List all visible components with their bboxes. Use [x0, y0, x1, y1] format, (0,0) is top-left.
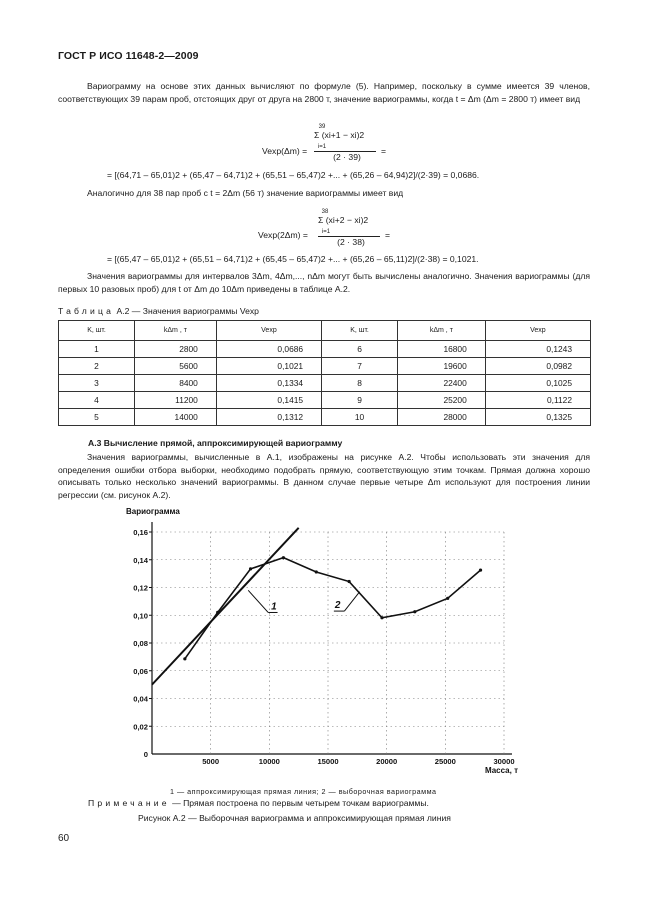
- formula-2-result: = [(65,47 – 65,01)2 + (65,51 – 64,71)2 + (65,45 – 65,47)2 +... + (65,26 – 65,11)2]/(2·38) = 0,1021.: [107, 254, 479, 264]
- x-tick-label: 5000: [202, 757, 220, 766]
- y-tick-label: 0,16: [133, 528, 148, 537]
- col-header-mass-2: kΔm , т: [398, 321, 486, 341]
- y-tick-label: 0,06: [133, 666, 148, 676]
- variogram-point: [348, 580, 351, 583]
- figure-caption: Рисунок А.2 — Выборочная вариограмма и аппроксимирующая прямая линия: [138, 813, 451, 823]
- col-header-vexp-2: Vexp: [485, 321, 590, 341]
- table-cell: 0,1025: [485, 375, 590, 392]
- table-cell: 5600: [135, 358, 217, 375]
- table-row: [59, 392, 591, 409]
- formula-1-result: = [(64,71 – 65,01)2 + (65,47 – 64,71)2 + (65,51 – 65,47)2 +... + (65,26 – 64,94)2]/(2·39) = 0,0686.: [107, 170, 480, 180]
- table-cell: 9: [322, 392, 398, 409]
- y-tick-label: 0,08: [133, 639, 148, 648]
- formula-1-numerator: Σ (xi+1 − xi)2: [314, 130, 365, 140]
- series-label-2: 2: [334, 600, 341, 612]
- y-axis-label: Вариограмма: [126, 507, 180, 516]
- table-row: [59, 409, 591, 426]
- table-cell: 0,1312: [216, 409, 321, 426]
- col-header-k: K, шт.: [59, 321, 135, 341]
- x-tick-label: 25000: [434, 757, 456, 766]
- col-header-k-2: K, шт.: [322, 321, 398, 341]
- col-header-vexp: Vexp: [216, 321, 321, 341]
- formula-1-lower-limit: i=1: [317, 144, 327, 150]
- formula-2-lower-limit: i=1: [321, 229, 331, 235]
- y-tick-label: 0,02: [133, 722, 148, 732]
- table-cell: 28000: [398, 409, 486, 426]
- table-cell: 8400: [135, 375, 217, 392]
- table-cell: 25200: [398, 392, 486, 409]
- table-cell: 7: [322, 358, 398, 375]
- note-prefix: Примечание: [88, 798, 170, 808]
- table-cell: 11200: [135, 392, 217, 409]
- variogram-point: [479, 569, 482, 572]
- table-header-row: [59, 321, 591, 341]
- figure-legend: 1 — аппроксимирующая прямая линия; 2 — выборочная вариограмма: [170, 787, 437, 796]
- y-tick-label: 0: [143, 750, 148, 759]
- table-cell: 5: [59, 409, 135, 426]
- label-1-leader: [248, 590, 268, 612]
- section-heading: А.3 Вычисление прямой, аппроксимирующей вариограмму: [88, 438, 343, 448]
- variogram-point: [183, 657, 186, 660]
- table-caption: [58, 306, 259, 316]
- formula-2-numerator: Σ (xi+2 − xi)2: [318, 215, 369, 225]
- note-text: — Прямая построена по первым четырем точкам вариограммы.: [172, 798, 429, 808]
- table-cell: 0,1415: [216, 392, 321, 409]
- formula-2-upper-limit: 38: [321, 209, 329, 215]
- variogram-point: [380, 616, 383, 619]
- table-cell: 0,1243: [485, 341, 590, 358]
- table-cell: 0,1334: [216, 375, 321, 392]
- table-caption-text: А.2 — Значения вариограммы Vexp: [116, 306, 259, 316]
- table-cell: 14000: [135, 409, 217, 426]
- paragraph-4: Значения вариограммы, вычисленные в А.1, изображены на рисунке А.2. Чтобы использовать эти значения для определения ошибки отбора выборки, необходимо подобрать прямую, соответствующую этим точкам. Прямая должна хорошо описывать только несколько значений вариограммы. В данном случае первые четыре Δm используют для построения линии регрессии (см. рисунок А.2).: [58, 452, 590, 500]
- label-2-leader: [344, 592, 359, 611]
- table-cell: 3: [59, 375, 135, 392]
- variogram-point: [315, 570, 318, 573]
- formula-1-denominator: (2 · 39): [333, 152, 361, 162]
- formula-1-equals: =: [381, 146, 387, 156]
- paragraph-1: Вариограмму на основе этих данных вычисляют по формуле (5). Например, поскольку в сумме имеется 39 членов, соответствующих 39 парам проб, отстоящих друг от друга на 2800 т, значение вариограммы, когда t = Δm (Δm = 2800 т) имеет вид: [58, 81, 590, 104]
- sample-variogram-line: [185, 558, 481, 659]
- y-tick-label: 0,10: [133, 611, 148, 621]
- variogram-point: [249, 567, 252, 570]
- formula-2-lhs: Vexp(2Δm) =: [258, 230, 308, 240]
- formula-1-lhs: Vexp(Δm) =: [262, 146, 308, 156]
- paragraph-2: Аналогично для 38 пар проб с t = 2Δm (56 т) значение вариограммы имеет вид: [87, 188, 404, 198]
- figure-note: [88, 798, 429, 808]
- x-axis-label: Масса, т: [484, 766, 518, 775]
- x-tick-label: 10000: [258, 757, 280, 766]
- x-tick-label: 30000: [493, 757, 515, 766]
- paragraph-3: Значения вариограммы для интервалов 3Δm, 4Δm,..., nΔm могут быть вычислены аналогично. Значения вариограммы (для первых 10 разовых проб) для t от Δm до 10Δm приведены в таблице А.2.: [58, 271, 590, 294]
- x-tick-label: 20000: [376, 757, 398, 766]
- x-tick-label: 15000: [317, 757, 339, 766]
- table-cell: 0,0982: [485, 358, 590, 375]
- table-cell: 2800: [135, 341, 217, 358]
- table-row: [59, 341, 591, 358]
- table-row: [59, 375, 591, 392]
- table-cell: 6: [322, 341, 398, 358]
- page-header: ГОСТ Р ИСО 11648-2—2009: [58, 50, 199, 62]
- table-cell: 22400: [398, 375, 486, 392]
- variogram-point: [446, 597, 449, 600]
- table-cell: 16800: [398, 341, 486, 358]
- table-cell: 0,0686: [216, 341, 321, 358]
- formula-2-denominator: (2 · 38): [337, 237, 365, 247]
- table-cell: 0,1325: [485, 409, 590, 426]
- variogram-table: [58, 320, 591, 426]
- y-tick-label: 0,04: [133, 694, 148, 704]
- table-cell: 10: [322, 409, 398, 426]
- chart-svg: [118, 500, 528, 790]
- variogram-chart: [118, 500, 528, 790]
- table-cell: 0,1122: [485, 392, 590, 409]
- table-caption-prefix: Таблица: [58, 306, 115, 316]
- table-cell: 4: [59, 392, 135, 409]
- formula-2-equals: =: [385, 230, 391, 240]
- page-number: 60: [58, 833, 70, 844]
- table-cell: 19600: [398, 358, 486, 375]
- table-cell: 0,1021: [216, 358, 321, 375]
- series-label-1: 1: [271, 601, 277, 613]
- table-cell: 1: [59, 341, 135, 358]
- variogram-point: [282, 556, 285, 559]
- table-cell: 2: [59, 358, 135, 375]
- table-row: [59, 358, 591, 375]
- formula-1-upper-limit: 39: [318, 124, 326, 130]
- y-tick-label: 0,14: [133, 555, 148, 565]
- variogram-point: [413, 610, 416, 613]
- table-cell: 8: [322, 375, 398, 392]
- col-header-mass: kΔm , т: [135, 321, 217, 341]
- y-tick-label: 0,12: [133, 583, 148, 593]
